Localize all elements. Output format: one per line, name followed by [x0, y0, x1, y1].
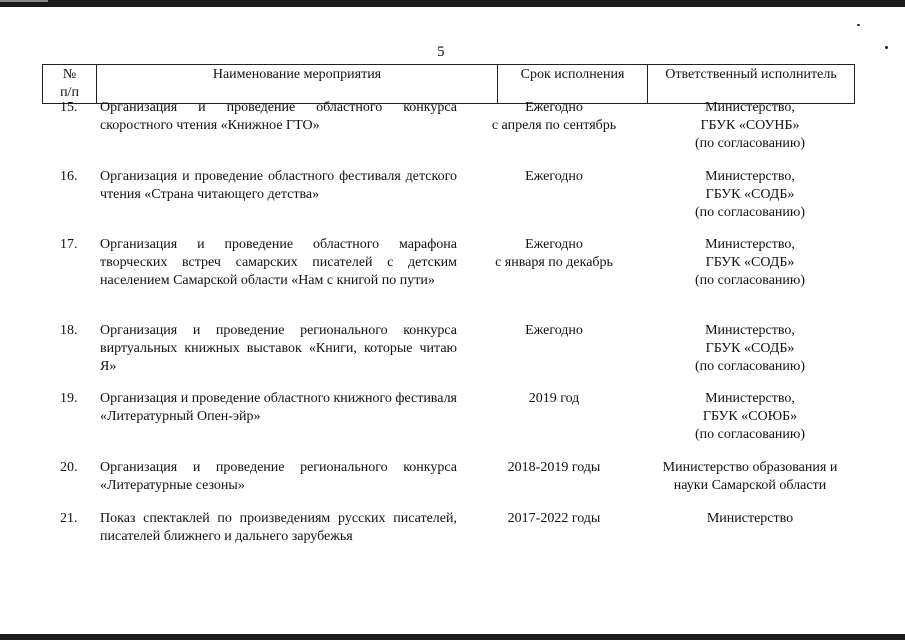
header-num: [43, 65, 97, 104]
event-executor: Министерство, ГБУК «СОДБ» (по согласованию): [694, 169, 806, 220]
event-term: 2018-2019 годы: [507, 460, 601, 475]
header-term: [498, 65, 648, 104]
row-number: 20.: [60, 460, 78, 475]
event-executor: Министерство, ГБУК «СОДБ» (по согласованию): [694, 237, 806, 288]
event-name: Организация и проведение областного фестиваля детского чтения «Страна читающего детства»: [100, 169, 457, 202]
event-executor: Министерство: [706, 511, 794, 526]
event-name: Организация и проведение областного книжного фестиваля «Литературный Опен-эйр»: [100, 391, 457, 424]
event-name: Организация и проведение регионального конкурса виртуальных книжных выставок «Книги, которые читаю Я»: [100, 323, 457, 374]
header-executor: [648, 65, 855, 104]
header-name-label: Наименование мероприятия: [212, 67, 382, 82]
row-number: 15.: [60, 100, 78, 115]
event-name: Организация и проведение регионального конкурса «Литературные сезоны»: [100, 460, 457, 493]
event-term: 2017-2022 годы: [507, 511, 601, 526]
header-term-label: Срок исполнения: [520, 67, 625, 82]
event-term: Ежегодно с апреля по сентябрь: [491, 100, 617, 133]
event-term: Ежегодно с января по декабрь: [495, 237, 613, 270]
event-executor: Министерство, ГБУК «СОЮБ» (по согласованию): [694, 391, 806, 442]
page-number: 5: [437, 44, 445, 60]
event-name: Организация и проведение областного конкурса скоростного чтения «Книжное ГТО»: [100, 100, 457, 133]
event-executor: Министерство, ГБУК «СОУНБ» (по согласованию): [694, 100, 806, 151]
row-number: 18.: [60, 323, 78, 338]
scan-top-mark: [0, 0, 48, 2]
table-header: [42, 64, 855, 104]
row-number: 17.: [60, 237, 78, 252]
row-number: 16.: [60, 169, 78, 184]
event-name: Показ спектаклей по произведениям русских писателей, писателей ближнего и дальнего зарубежья: [100, 511, 457, 544]
row-number: 19.: [60, 391, 78, 406]
event-name: Организация и проведение областного марафона творческих встреч самарских писателей с детским населением Самарской области «Нам с книгой по пути»: [100, 237, 457, 288]
scan-top-border: [0, 0, 905, 7]
event-term: Ежегодно: [525, 323, 583, 338]
row-number: 21.: [60, 511, 78, 526]
event-executor: Министерство образования и науки Самарской области: [662, 460, 838, 493]
header-num-label: № п/п: [60, 67, 79, 100]
header-executor-label: Ответственный исполнитель: [665, 67, 837, 82]
event-executor: Министерство, ГБУК «СОДБ» (по согласованию): [694, 323, 806, 374]
scan-bottom-border: [0, 634, 905, 640]
scan-speck: [885, 46, 888, 49]
header-name: [97, 65, 498, 104]
event-term: 2019 год: [528, 391, 580, 406]
event-term: Ежегодно: [525, 169, 583, 184]
scan-speck: [857, 24, 860, 26]
